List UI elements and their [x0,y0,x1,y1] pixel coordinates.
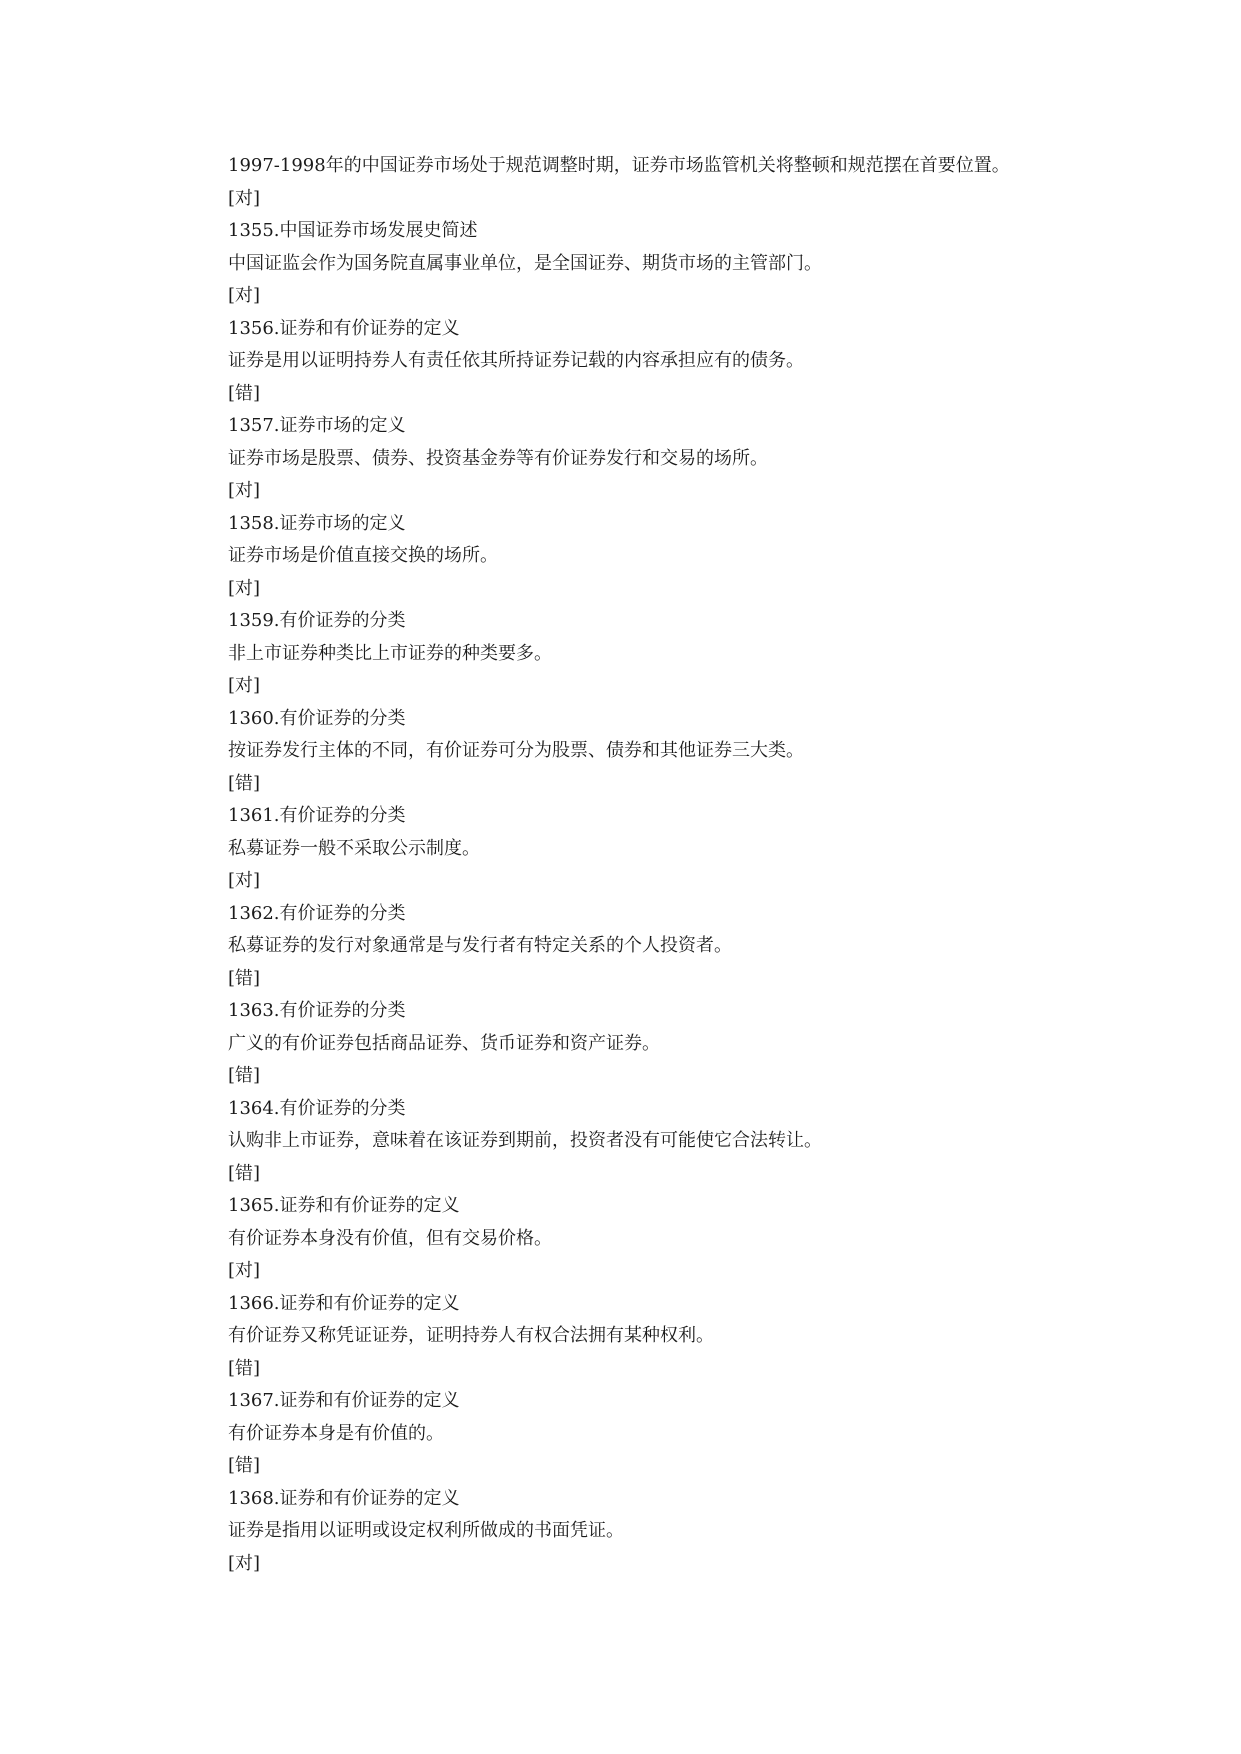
question-answer-1364: [错] [228,1162,261,1184]
question-statement-1357: 证券市场是股票、债券、投资基金券等有价证券发行和交易的场所。 [228,447,768,469]
question-answer-1359: [对] [228,675,261,696]
question-answer-1366: [错] [228,1357,261,1379]
question-heading-1363: 1363.有价证券的分类 [228,1000,406,1021]
question-statement-1359: 非上市证券种类比上市证券的种类要多。 [228,642,552,664]
question-heading-1367: 1367.证券和有价证券的定义 [228,1390,460,1411]
question-statement-1363: 广义的有价证券包括商品证券、货币证券和资产证券。 [228,1032,660,1054]
question-answer-1357: [对] [228,480,261,501]
question-answer-1358: [对] [228,577,261,599]
question-answer-1362: [错] [228,967,261,989]
question-statement-1356: 证券是用以证明持券人有责任依其所持证券记载的内容承担应有的债务。 [228,350,804,371]
question-statement-1361: 私募证券一般不采取公示制度。 [228,837,480,859]
question-answer-1367: [错] [228,1455,261,1476]
lead-statement: 1997-1998年的中国证券市场处于规范调整时期，证券市场监管机关将整顿和规范摆在首要位置。 [228,155,1010,176]
question-answer-1356: [错] [228,382,261,404]
question-statement-1367: 有价证券本身是有价值的。 [228,1422,444,1444]
question-heading-1355: 1355.中国证券市场发展史简述 [228,220,478,241]
document-page [228,150,1188,1580]
question-statement-1364: 认购非上市证券，意味着在该证券到期前，投资者没有可能使它合法转让。 [228,1130,822,1151]
question-heading-1356: 1356.证券和有价证券的定义 [228,317,460,339]
question-heading-1368: 1368.证券和有价证券的定义 [228,1487,460,1509]
question-answer-1361: [对] [228,870,261,891]
question-statement-1366: 有价证券又称凭证证券，证明持券人有权合法拥有某种权利。 [228,1325,714,1346]
question-heading-1357: 1357.证券市场的定义 [228,415,406,436]
question-statement-1362: 私募证券的发行对象通常是与发行者有特定关系的个人投资者。 [228,935,732,956]
question-statement-1355: 中国证监会作为国务院直属事业单位，是全国证券、期货市场的主管部门。 [228,252,822,274]
question-statement-1360: 按证券发行主体的不同，有价证券可分为股票、债券和其他证券三大类。 [228,740,804,761]
question-heading-1360: 1360.有价证券的分类 [228,707,406,729]
question-statement-1368: 证券是指用以证明或设定权利所做成的书面凭证。 [228,1520,624,1541]
question-heading-1358: 1358.证券市场的定义 [228,512,406,534]
question-statement-1358: 证券市场是价值直接交换的场所。 [228,545,498,566]
question-heading-1359: 1359.有价证券的分类 [228,610,406,631]
question-heading-1366: 1366.证券和有价证券的定义 [228,1292,460,1314]
question-heading-1365: 1365.证券和有价证券的定义 [228,1195,460,1216]
question-heading-1361: 1361.有价证券的分类 [228,805,406,826]
question-heading-1364: 1364.有价证券的分类 [228,1097,406,1119]
question-statement-1365: 有价证券本身没有价值，但有交易价格。 [228,1227,552,1249]
question-answer-1360: [错] [228,772,261,794]
question-answer-1355: [对] [228,285,261,306]
question-answer-1368: [对] [228,1552,261,1574]
question-answer-1365: [对] [228,1260,261,1281]
question-heading-1362: 1362.有价证券的分类 [228,902,406,924]
question-answer-1363: [错] [228,1065,261,1086]
lead-answer: [对] [228,187,261,209]
